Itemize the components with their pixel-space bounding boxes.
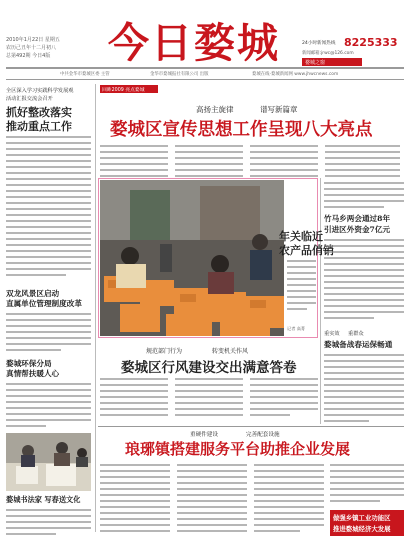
story3-headline: 琅琊镇搭建服务平台助推企业发展 <box>125 440 351 458</box>
story2-kicker-b: 转变机关作风 <box>212 348 249 355</box>
calligraphy-photo <box>6 433 91 491</box>
story3-kicker-b: 完善配套设施 <box>246 432 280 438</box>
left-column-divider <box>95 84 96 532</box>
right-headline-1b: 引进区外资金7亿元 <box>324 225 391 234</box>
hotline-number: 8225333 <box>344 36 398 49</box>
masthead-badge <box>302 58 362 66</box>
story3-body <box>100 462 324 534</box>
main-headline: 婺城区宣传思想工作呈现八大亮点 <box>110 120 373 140</box>
body-text-lines <box>324 237 404 325</box>
promo-box-line-2: 推进婺城经济大发展 <box>333 525 391 533</box>
masthead-issue: 总第492期 今日4版 <box>6 53 51 59</box>
right-kicker-2b: 重群众 <box>348 331 364 337</box>
body-text-lines <box>6 311 91 353</box>
masthead-date: 2010年1月22日 星期五 <box>6 37 60 43</box>
header-rule-top <box>6 67 404 69</box>
promo-box <box>330 510 404 536</box>
body-text-lines <box>287 258 316 318</box>
photo-credit: 记者 高菁 <box>287 326 306 331</box>
story3-rule <box>98 426 404 427</box>
left-headline-3b: 真情帮扶暖人心 <box>6 369 60 378</box>
left-headline-3: 婺城环保分局 <box>6 359 52 368</box>
hotline-label: 24小时新闻热线 <box>302 41 336 46</box>
main-subhead-b: 谱写新篇章 <box>260 105 298 114</box>
left-headline-1b: 推动重点工作 <box>6 120 72 133</box>
left-headline-2b: 直属单位管理制度改革 <box>6 299 82 308</box>
left-kicker-2: 活动汇报交流会召开 <box>6 96 53 102</box>
right-body-1 <box>324 237 404 325</box>
calligraphy-caption: 婺城书法家 写春送文化 <box>6 495 81 504</box>
section-tag-text: 回眸2009 亮点婺城 <box>102 88 145 93</box>
right-body-top <box>324 180 404 210</box>
body-text-lines <box>100 376 318 422</box>
left-headline-1: 抓好整改落实 <box>6 106 72 119</box>
masthead-lunar: 农历己丑年十二月初八 <box>6 45 57 51</box>
main-subhead-a: 高扬主旋律 <box>196 105 234 114</box>
left-body-3 <box>6 381 91 429</box>
section-tag <box>100 85 158 93</box>
photo-title-2: 农产品俏销 <box>279 244 334 257</box>
body-text-lines <box>6 507 91 535</box>
body-text-lines <box>100 143 400 179</box>
promo-box-line-1: 做强乡镇工业功能区 <box>333 514 391 522</box>
header-strip-left: 中共金华市婺城区委 主管 <box>60 72 110 77</box>
story3-kicker-a: 重硬件建设 <box>190 432 218 438</box>
right-column-divider <box>320 178 321 424</box>
market-photo-art <box>100 180 284 336</box>
body-text-lines <box>324 352 404 424</box>
left-body-1 <box>6 134 91 282</box>
story2-body <box>100 376 318 422</box>
masthead-badge-text: 婺城之窗 <box>305 60 326 66</box>
body-text-lines <box>324 180 404 210</box>
left-headline-2: 双龙风景区启动 <box>6 289 60 298</box>
website: 新闻邮箱:jrwc@126.com <box>302 51 354 56</box>
header-strip-mid: 金华市婺城报社有限公司 出版 <box>150 72 209 77</box>
photo-title-1: 年关临近 <box>279 230 323 243</box>
body-text-lines <box>100 462 324 534</box>
body-text-lines <box>330 462 404 508</box>
story2-kicker-a: 规范部门行为 <box>146 348 183 355</box>
left-kicker-1: 全区深入学习实践科学发展观 <box>6 88 74 94</box>
body-text-lines <box>6 381 91 429</box>
body-text-lines <box>6 134 91 282</box>
market-photo <box>100 180 284 336</box>
masthead-title: 今日婺城 <box>108 19 280 67</box>
header-rule-bottom <box>6 79 404 80</box>
right-kicker-2a: 重实效 <box>324 331 340 337</box>
left-body-4 <box>6 507 91 535</box>
right-headline-1a: 竹马乡两会通过8年 <box>324 214 391 223</box>
left-body-2 <box>6 311 91 353</box>
calligraphy-photo-art <box>6 433 91 491</box>
story2-headline: 婺城区行风建设交出满意答卷 <box>121 360 297 376</box>
right-body-2 <box>324 352 404 424</box>
right-headline-2: 婺城备战春运保畅通 <box>324 340 393 349</box>
header-strip-right: 婺城在线·婺城新闻网 www.jhwcnews.com <box>252 72 339 77</box>
bottom-right-body <box>330 462 404 508</box>
photo-caption-lines <box>287 258 316 318</box>
main-body-columns <box>100 143 400 179</box>
